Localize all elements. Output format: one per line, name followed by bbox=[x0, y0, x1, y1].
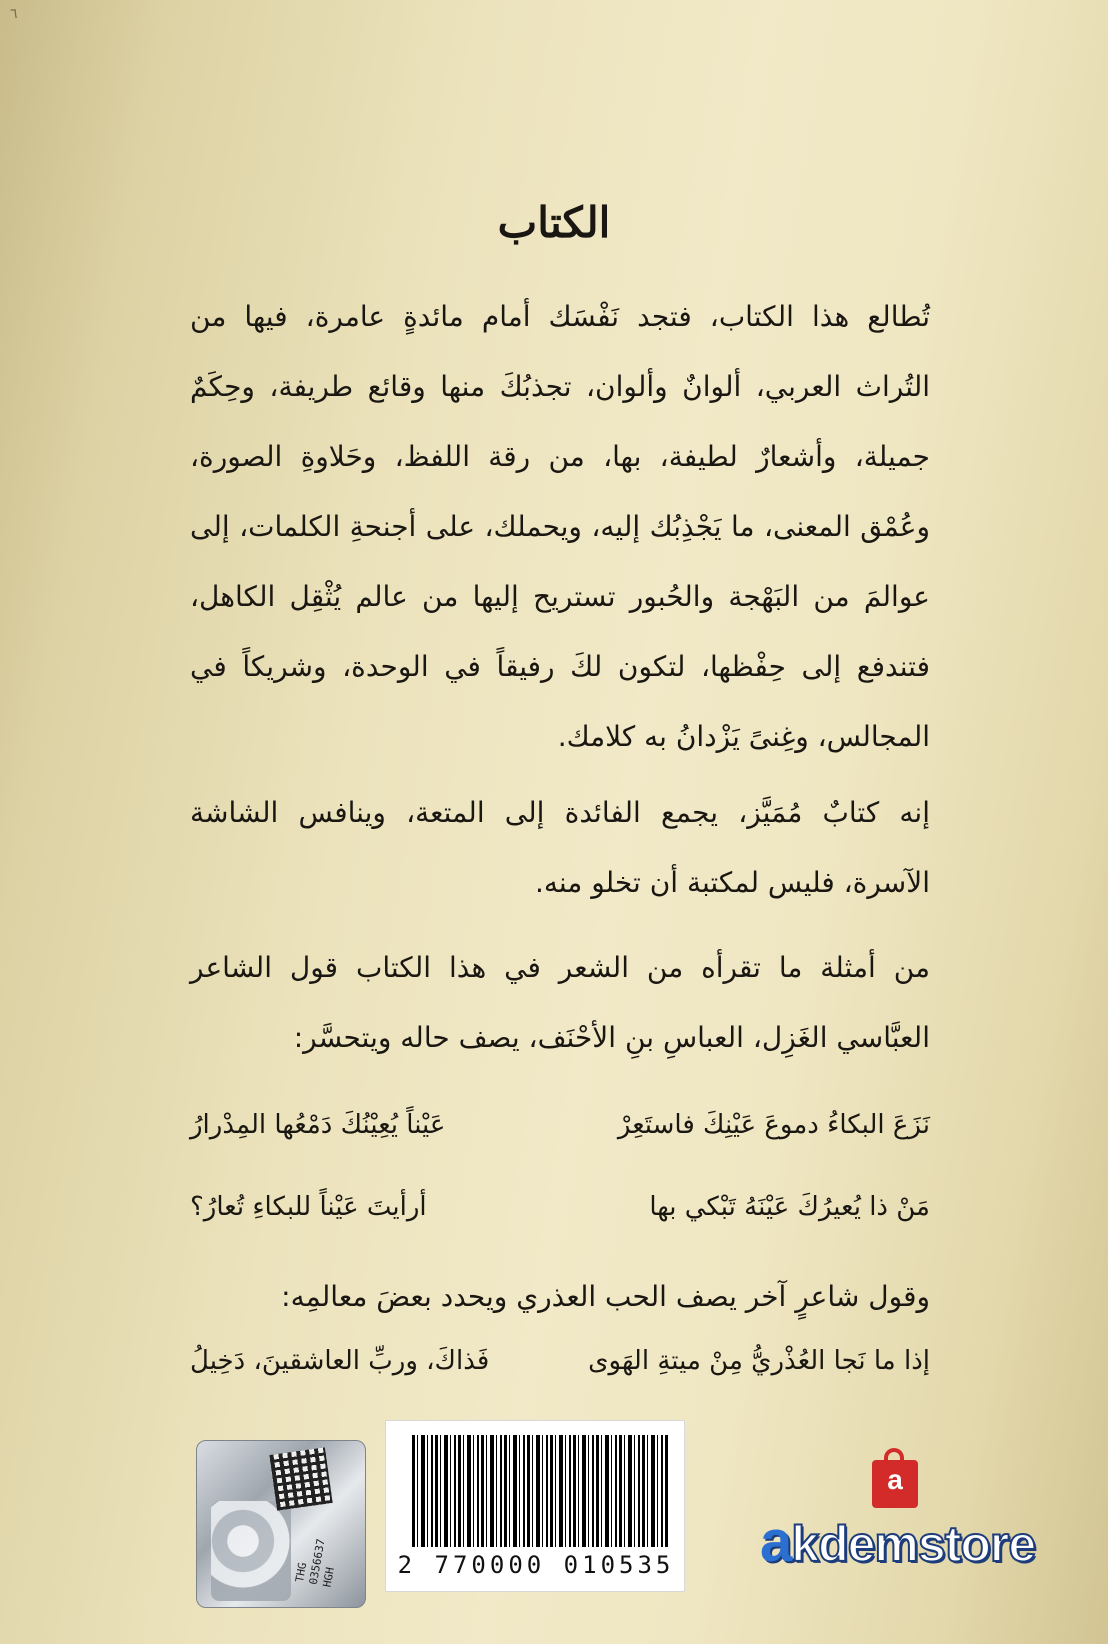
store-name-rest: kdemstore bbox=[791, 1516, 1036, 1572]
verse-first-hemistich: مَنْ ذا يُعيرُكَ عَيْنَهُ تَبْكي بها bbox=[649, 1192, 930, 1222]
barcode-number: 2 770000 010535 bbox=[397, 1551, 675, 1579]
qr-code-icon bbox=[269, 1447, 332, 1510]
verse-line bbox=[190, 1182, 930, 1232]
barcode-bars-icon bbox=[412, 1435, 670, 1547]
verse-first-hemistich: إذا ما نَجا العُذْريُّ مِنْ ميتةِ الهَوى bbox=[588, 1346, 930, 1376]
sticker-serial-label: THG 0356637 HGH bbox=[293, 1537, 337, 1589]
hologram-seal-icon bbox=[211, 1501, 291, 1601]
paragraph-poetry-intro: من أمثلة ما تقرأه من الشعر في هذا الكتاب قول الشاعر العبَّاسي الغَزِل، العباسِ بنِ الأحْنَف، يصف حاله ويتحسَّر: bbox=[190, 951, 930, 1054]
hologram-qr-sticker bbox=[196, 1440, 366, 1608]
verse-second-hemistich: أرأيتَ عَيْناً للبكاءِ تُعارُ؟ bbox=[190, 1192, 427, 1222]
bag-letter: a bbox=[887, 1464, 903, 1495]
verse-second-hemistich: عَيْناً يُعِيْنُكَ دَمْعُها المِدْرارُ bbox=[190, 1110, 446, 1140]
shopping-bag-icon bbox=[872, 1460, 918, 1508]
cover-heading: الكتاب bbox=[497, 198, 611, 247]
paragraph-intro: تُطالع هذا الكتاب، فتجد نَفْسَك أمام مائدةٍ عامرة، فيها من التُراث العربي، ألوانٌ وألوان، تجذبُكَ منها وقائع طريفة، وحِكَمٌ جميلة، وأشعارٌ لطيفة، بها، من رقة اللفظ، وحَلاوةِ الصورة، وعُمْق المعنى، ما يَجْذِبُك إليه، ويحملك، على أجنحةِ الكلمات، إلى عوالمَ من البَهْجة والحُبور تستريح إليها من عالم يُثْقِل الكاهل، فتندفع إلى حِفْظها، لتكون لكَ رفيقاً في الوحدة، وشريكاً في المجالس، وغِنىً يَزْدانُ به كلامك. bbox=[190, 300, 930, 753]
edge-mark: ٦ bbox=[10, 6, 18, 22]
verse-line bbox=[190, 1100, 930, 1150]
store-logo bbox=[760, 1460, 1050, 1590]
barcode bbox=[385, 1420, 685, 1592]
store-name bbox=[760, 1508, 1050, 1575]
paragraph-second-poet: وقول شاعرٍ آخر يصف الحب العذري ويحدد بعضَ معالمِه: bbox=[281, 1280, 930, 1313]
verse-line bbox=[190, 1336, 930, 1386]
paragraph-distinct: إنه كتابٌ مُمَيَّز، يجمع الفائدة إلى المتعة، وينافس الشاشة الآسرة، فليس لمكتبة أن تخلو منه. bbox=[190, 796, 930, 899]
verse-second-hemistich: فَذاكَ، وربِّ العاشقينَ، دَخِيلُ bbox=[190, 1346, 490, 1376]
verse-first-hemistich: نَزَعَ البكاءُ دموعَ عَيْنِكَ فاستَعِرْ bbox=[617, 1110, 930, 1140]
store-name-initial: a bbox=[760, 1509, 792, 1574]
